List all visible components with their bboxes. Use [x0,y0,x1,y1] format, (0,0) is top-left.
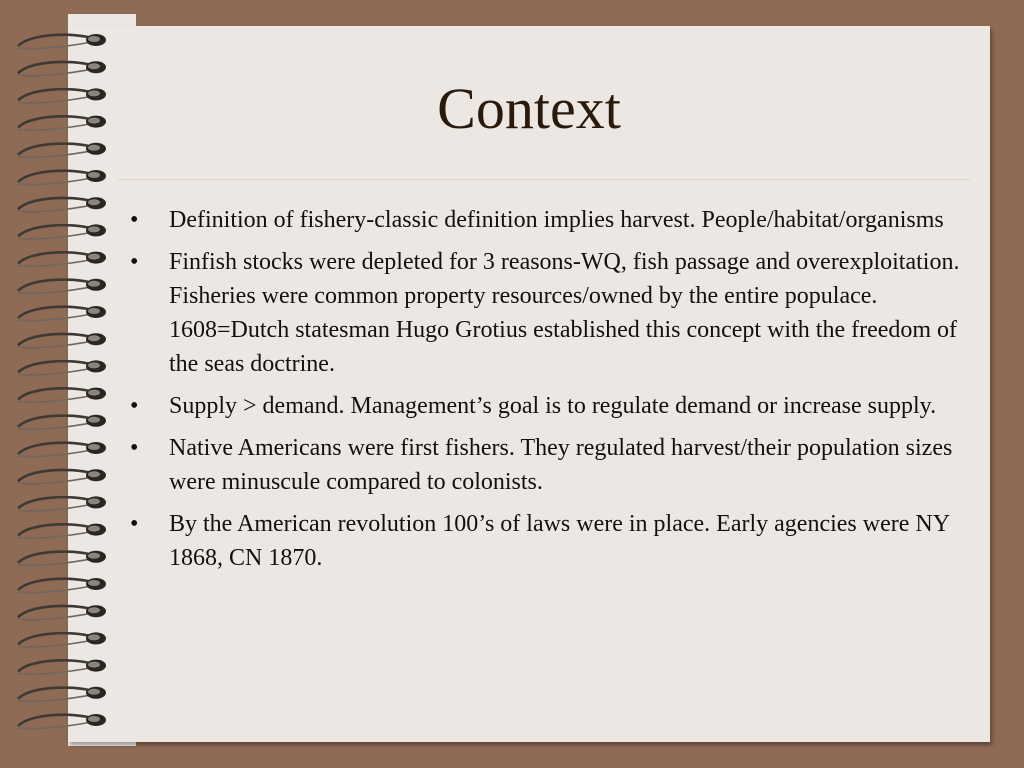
binding-ring [18,660,106,675]
binding-ring [18,415,106,430]
binding-ring [18,170,106,185]
bullet-dot: • [130,249,139,275]
bullet-list [130,203,970,583]
binding-ring [18,252,106,267]
binding-ring [18,306,106,321]
binding-ring [18,388,106,403]
binding-ring [18,524,106,539]
binding-ring [18,714,106,729]
bullet-text: Native Americans were first fishers. They regulated harvest/their population sizes were minuscule compared to colonists. [169,435,953,495]
binding-ring [18,333,106,348]
bullet-dot: • [130,435,139,461]
bullet-dot: • [130,511,139,537]
binding-ring [18,605,106,620]
binding-ring [18,442,106,457]
bullet-item [130,431,970,499]
bullet-item [130,389,970,423]
binding-ring [18,61,106,76]
binding-ring [18,632,106,647]
binding-ring [18,279,106,294]
bullet-text: Supply > demand. Management’s goal is to regulate demand or increase supply. [169,393,937,419]
title-divider [118,179,970,180]
binding-ring [18,551,106,566]
binding-ring [18,34,106,49]
binding-ring [18,496,106,511]
bullet-dot: • [130,207,139,233]
bullet-item [130,245,970,381]
binding-ring [18,687,106,702]
binding-ring [18,578,106,593]
binding-ring [18,143,106,158]
bullet-item [130,203,970,237]
binding-ring [18,469,106,484]
bullet-dot: • [130,393,139,419]
bullet-text: Definition of fishery-classic definition implies harvest. People/habitat/organisms [169,207,944,233]
binding-ring [18,197,106,212]
bullet-text: Finfish stocks were depleted for 3 reasons-WQ, fish passage and overexploitation. Fisheries were common property resources/owned by the entire populace. 1608=Dutch statesman Hugo Grotius established this concept with the freedom of the seas doctrine. [169,249,960,377]
binding-ring [18,360,106,375]
binding-ring [18,224,106,239]
bullet-item [130,507,970,575]
slide-title: Context [437,76,621,141]
bullet-text: By the American revolution 100’s of laws were in place. Early agencies were NY 1868, CN 1870. [169,511,950,571]
